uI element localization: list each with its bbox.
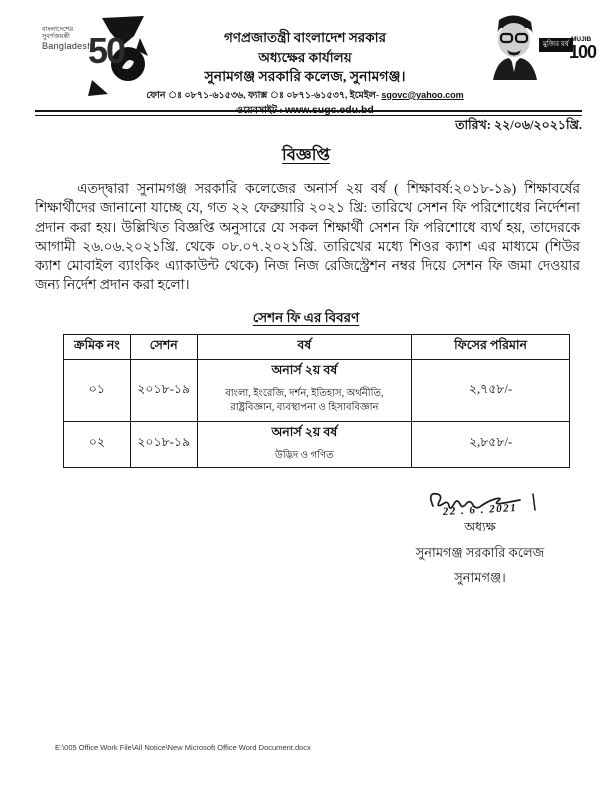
footer-file-path: E:\005 Office Work File\All Notice\New Microsoft Office Word Document.docx (55, 743, 311, 752)
row2-year-title: অনার্স ২য় বর্ষ (271, 425, 338, 439)
website-label: ওয়েবসাইট : (236, 106, 285, 117)
header-year: বর্ষ (197, 335, 412, 360)
email-link[interactable]: sgovc@yahoo.com (381, 89, 464, 100)
row1-year-title: অনার্স ২য় বর্ষ (271, 363, 338, 377)
bangladesh50-line3: Bangladesh (42, 40, 93, 51)
letterhead (140, 28, 470, 118)
table-row (64, 422, 570, 468)
bangladesh50-logo (42, 16, 148, 98)
row2-subjects: উদ্ভিদ ও গণিত (275, 450, 334, 461)
row1-year-cell (197, 360, 412, 422)
mujib-bangla-badge: মুজিব বর্ষ (539, 38, 573, 52)
bangladesh50-line1: বাংলাদেশের (42, 26, 74, 33)
signatory-place: সুনামগঞ্জ। (454, 570, 506, 585)
signature-block (405, 488, 555, 590)
row2-fee: ২,৮৫৮/- (412, 422, 570, 468)
row1-session: ২০১৮-১৯ (130, 360, 197, 422)
table-row (64, 360, 570, 422)
row2-serial: ০২ (64, 422, 131, 468)
notice-title: বিজ্ঞপ্তি (282, 145, 330, 164)
row1-serial: ০১ (64, 360, 131, 422)
header-divider (35, 110, 582, 116)
phone-fax-text: ফোন ঃ ০৮৭১-৬১৫৩৬, ফ্যাক্স ঃ ০৮৭১-৬১৫৩৭, ইমেইল- (146, 90, 382, 101)
mujib-portrait-icon (487, 14, 543, 80)
fee-table (63, 334, 570, 468)
government-line: গণপ্রজাতন্ত্রী বাংলাদেশ সরকার (223, 30, 387, 45)
notice-date: তারিখ: ২২/০৬/২০২১খ্রি. (455, 118, 582, 132)
signatory-designation: অধ্যক্ষ (464, 520, 496, 534)
row2-session: ২০১৮-১৯ (130, 422, 197, 468)
header-fee: ফিসের পরিমান (412, 335, 570, 360)
bangladesh50-line2: সুবর্ণজয়ন্তী (42, 33, 70, 41)
mujib-latin-label: MUJIB (571, 36, 592, 43)
header-serial: ক্রমিক নং (64, 335, 131, 360)
signatory-college: সুনামগঞ্জ সরকারি কলেজ (415, 545, 545, 560)
fee-section-title-row (0, 307, 612, 330)
fee-table-header-row (64, 335, 570, 360)
website-url: www.sugc.edu.bd (284, 104, 374, 117)
row2-year-cell (197, 422, 412, 468)
signature-date: 22 . 6 . 2021 (442, 502, 518, 518)
header-session: সেশন (130, 335, 197, 360)
mujib-100-number: 100 (569, 42, 597, 62)
row1-fee: ২,৭৫৮/- (412, 360, 570, 422)
bangladesh50-number: 50 (87, 30, 124, 71)
notice-body: এতদ্দ্বারা সুনামগঞ্জ সরকারি কলেজের অনার্স ২য় বর্ষ ( শিক্ষাবর্ষ:২০১৮-১৯) শিক্ষাবর্ষের শিক্ষার্থীদের জানানো যাচ্ছে যে, গত ২২ ফেব্রুয়ারি ২০২১ খ্রি: তারিখে সেশন ফি পরিশোধের নির্দেশনা প্রদান করা হয়। উল্লিখিত বিজ্ঞপ্তি অনুসারে যে সকল শিক্ষার্থী সেশন ফি পরিশোধে ব্যর্থ হয়, তাদেরকে আগামী ২৬.০৬.২০২১খ্রি. থেকে ০৮.০৭.২০২১খ্রি. তারিখের মধ্যে শিওর ক্যাশ এর মাধ্যমে (শিউর ক্যাশ মোবাইল ব্যাংকিং এ্যাকাউন্ট থেকে) নিজ নিজ রেজিস্ট্রেশন নম্বর দিয়ে সেশন ফি জমা দেওয়ার জন্য নির্দেশ প্রদান করা হলো। (35, 181, 580, 293)
contact-line (140, 89, 470, 103)
notice-title-row (0, 142, 612, 169)
mujib100-logo (487, 14, 597, 82)
bangladesh50-text (42, 26, 93, 51)
fee-section-title: সেশন ফি এর বিবরণ (252, 310, 360, 325)
row1-subjects: বাংলা, ইংরেজি, দর্শন, ইতিহাস, অর্থনীতি, রাষ্ট্রবিজ্ঞান, ব্যবস্থাপনা ও হিসাববিজ্ঞান (225, 388, 384, 413)
office-line: অধ্যক্ষের কার্যালয় (258, 49, 352, 65)
college-line: সুনামগঞ্জ সরকারি কলেজ, সুনামগঞ্জ। (204, 70, 406, 86)
